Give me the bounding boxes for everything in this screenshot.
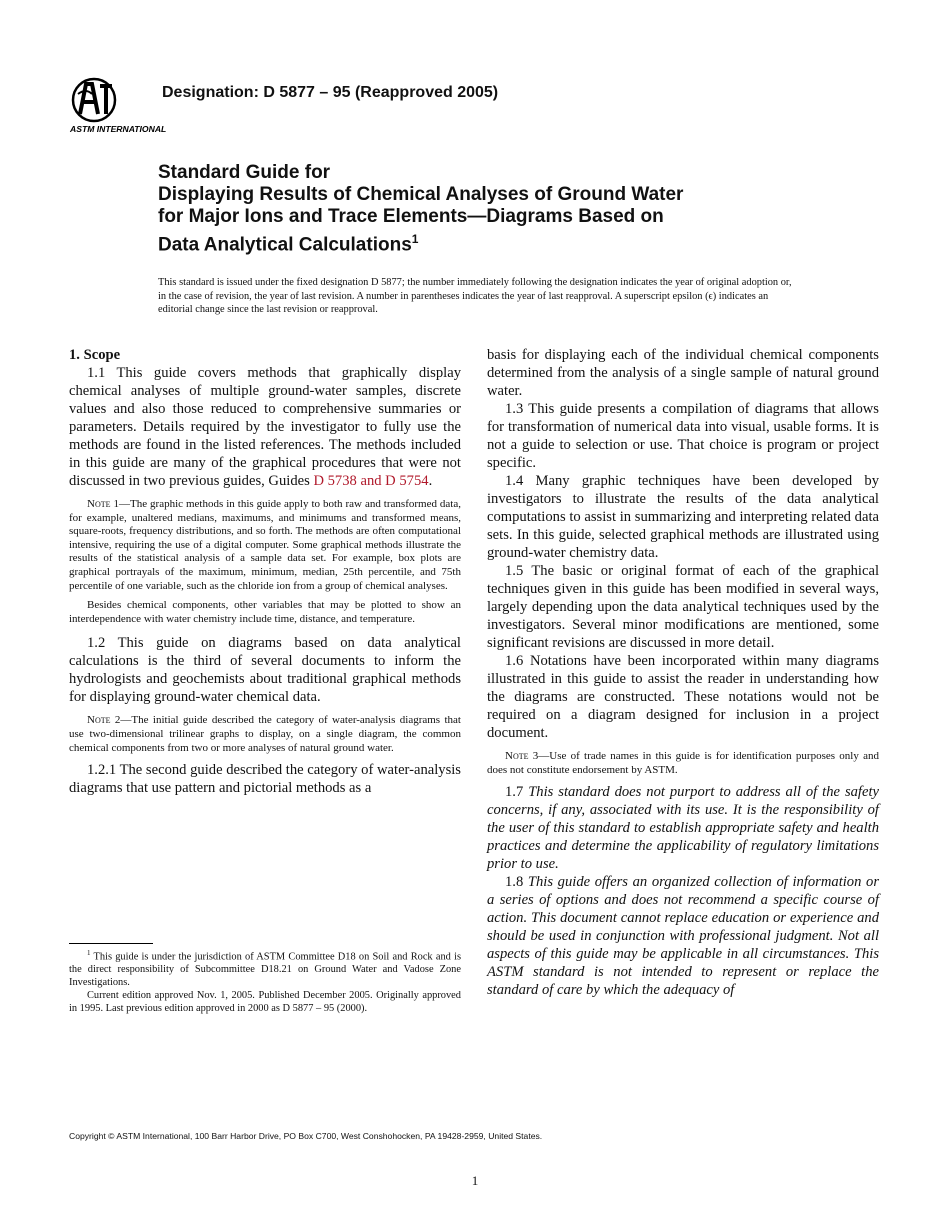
- left-column: [69, 346, 461, 797]
- paragraph-1-2-1: 1.2.1 The second guide described the category of water-analysis diagrams that use pattern and pictorial methods as a: [69, 762, 461, 797]
- note-2-text: 2—The initial guide described the category of water-analysis diagrams that use two-dimensional trilinear graphs to display, on a single diagram, the common chemical components from two or more analyses of natural ground water.: [69, 714, 461, 754]
- footnotes: [69, 947, 461, 1015]
- note-2: [69, 714, 461, 755]
- designation: Designation: D 5877 – 95 (Reapproved 2005): [162, 84, 499, 101]
- paragraph-1-4: 1.4 Many graphic techniques have been developed by investigators to illustrate the results of the data analytical computations to assist in summarizing and interpreting related data sets. In this guide, selected graphical methods are illustrated using ground-water chemistry data.: [487, 473, 879, 561]
- logo-wordmark: ASTM INTERNATIONAL: [70, 124, 167, 134]
- note-3: [487, 750, 879, 777]
- paragraph-1-7-number: 1.7: [505, 784, 529, 801]
- title-line-4: Data Analytical Calculations: [158, 234, 412, 256]
- paragraph-1-7: [487, 783, 879, 873]
- note-1-follow: Besides chemical components, other variables that may be plotted to show an interdependence with water chemistry include time, distance, and temperature.: [69, 599, 461, 625]
- paragraph-1-8: [487, 873, 879, 999]
- link-d5738-d5754[interactable]: D 5738 and D 5754: [313, 473, 429, 489]
- paragraph-continued: basis for displaying each of the individual chemical components determined from the analysis of a single sample of natural ground water.: [487, 347, 879, 399]
- note-2-label: Note: [87, 714, 111, 727]
- paragraph-1-1: [69, 364, 461, 490]
- note-1-label: Note: [87, 498, 111, 510]
- paragraph-1-1-end: .: [428, 473, 433, 489]
- note-1-text: 1—The graphic methods in this guide apply to both raw and transformed data, for example, unaltered medians, maximums, and minimums and transformed means, square-roots, frequency distributions, and so forth. The methods are often computational intensive, requiring the use of a digital computer. Some graphical methods illustrate the results of the statistical analysis of a sample data set. For example, box plots are graphical portrayals of the maximum, minimum, median, 25th percentile, and 75th percentile of one variable, such as the chloride ion from a group of chemical analyses.: [69, 498, 461, 592]
- note-3-text: 3—Use of trade names in this guide is for identification purposes only and does not constitute endorsement by ASTM.: [487, 750, 879, 776]
- document-title: [158, 162, 798, 256]
- title-footnote-mark: 1: [411, 232, 419, 246]
- paragraph-1-8-number: 1.8: [505, 874, 528, 891]
- page-number: 1: [471, 1173, 479, 1188]
- astm-logo: [70, 74, 167, 136]
- section-heading-scope: 1. Scope: [69, 347, 121, 363]
- title-line-3: for Major Ions and Trace Elements—Diagrams Based on: [158, 206, 664, 227]
- preamble: This standard is issued under the fixed designation D 5877; the number immediately following the designation indicates the year of original adoption or, in the case of revision, the year of last revision. A number in parentheses indicates the year of last reapproval. A superscript epsilon (ϵ) indicates an editorial change since the last revision or reapproval.: [158, 277, 792, 315]
- paragraph-1-7-text: This standard does not purport to address all of the safety concerns, if any, associated with its use. It is the responsibility of the user of this standard to establish appropriate safety and health practices and determine the applicability of regulatory limitations prior to use.: [487, 784, 879, 873]
- paragraph-1-1-text: 1.1 This guide covers methods that graphically display chemical analyses of multiple ground-water samples, discrete values and also those reduced to comprehensive summaries or parameters. Details required by the investigator to fully use the methods are found in the listed references. The methods included in this guide are many of the graphical procedures that were not discussed in two previous guides, Guides: [69, 365, 461, 489]
- footnote-1-text: This guide is under the jurisdiction of ASTM Committee D18 on Soil and Rock and is the direct responsibility of Subcommittee D18.21 on Ground Water and Vadose Zone Investigations.: [69, 951, 461, 989]
- paragraph-1-3: 1.3 This guide presents a compilation of diagrams that allows for transformation of numerical data into visual, usable forms. It is not a guide to selection or use. That choice is program or project specific.: [487, 401, 879, 471]
- paragraph-1-5: 1.5 The basic or original format of each of the graphical techniques given in this guide has been modified in several ways, largely depending upon the data analytical techniques used by the investigators. Several minor modifications are mentioned, some significant revisions are discussed in more detail.: [487, 563, 879, 651]
- footnote-2: Current edition approved Nov. 1, 2005. Published December 2005. Originally approved in 1995. Last previous edition approved in 2000 as D 5877 – 95 (2000).: [69, 990, 461, 1015]
- copyright: Copyright © ASTM International, 100 Barr Harbor Drive, PO Box C700, West Conshohocken, PA 19428-2959, United States.: [69, 1131, 543, 1141]
- paragraph-1-8-text: This guide offers an organized collection of information or a series of options and does not recommend a specific course of action. This document cannot replace education or experience and should be used in conjunction with professional judgment. Not all aspects of this guide may be applicable in all circumstances. This ASTM standard is not intended to represent or replace the standard of care by which the adequacy of: [487, 874, 880, 999]
- right-column: [487, 346, 879, 999]
- title-line-1: Standard Guide for: [158, 162, 331, 183]
- footnote-1: [69, 947, 461, 989]
- footnote-1-mark: 1: [87, 949, 91, 957]
- note-3-label: Note: [505, 750, 529, 762]
- paragraph-1-2: 1.2 This guide on diagrams based on data analytical calculations is the third of several documents to inform the hydrologists and geochemists about traditional graphical methods for displaying ground-water chemical data.: [69, 635, 461, 706]
- note-1: [69, 498, 461, 593]
- paragraph-1-6: 1.6 Notations have been incorporated within many diagrams illustrated in this guide to assist the reader in understanding how the diagrams are constructed. These notations would not be required on a diagram designed for inclusion in a project document.: [487, 653, 879, 741]
- footnote-rule: [69, 943, 153, 944]
- title-line-2: Displaying Results of Chemical Analyses of Ground Water: [158, 184, 684, 205]
